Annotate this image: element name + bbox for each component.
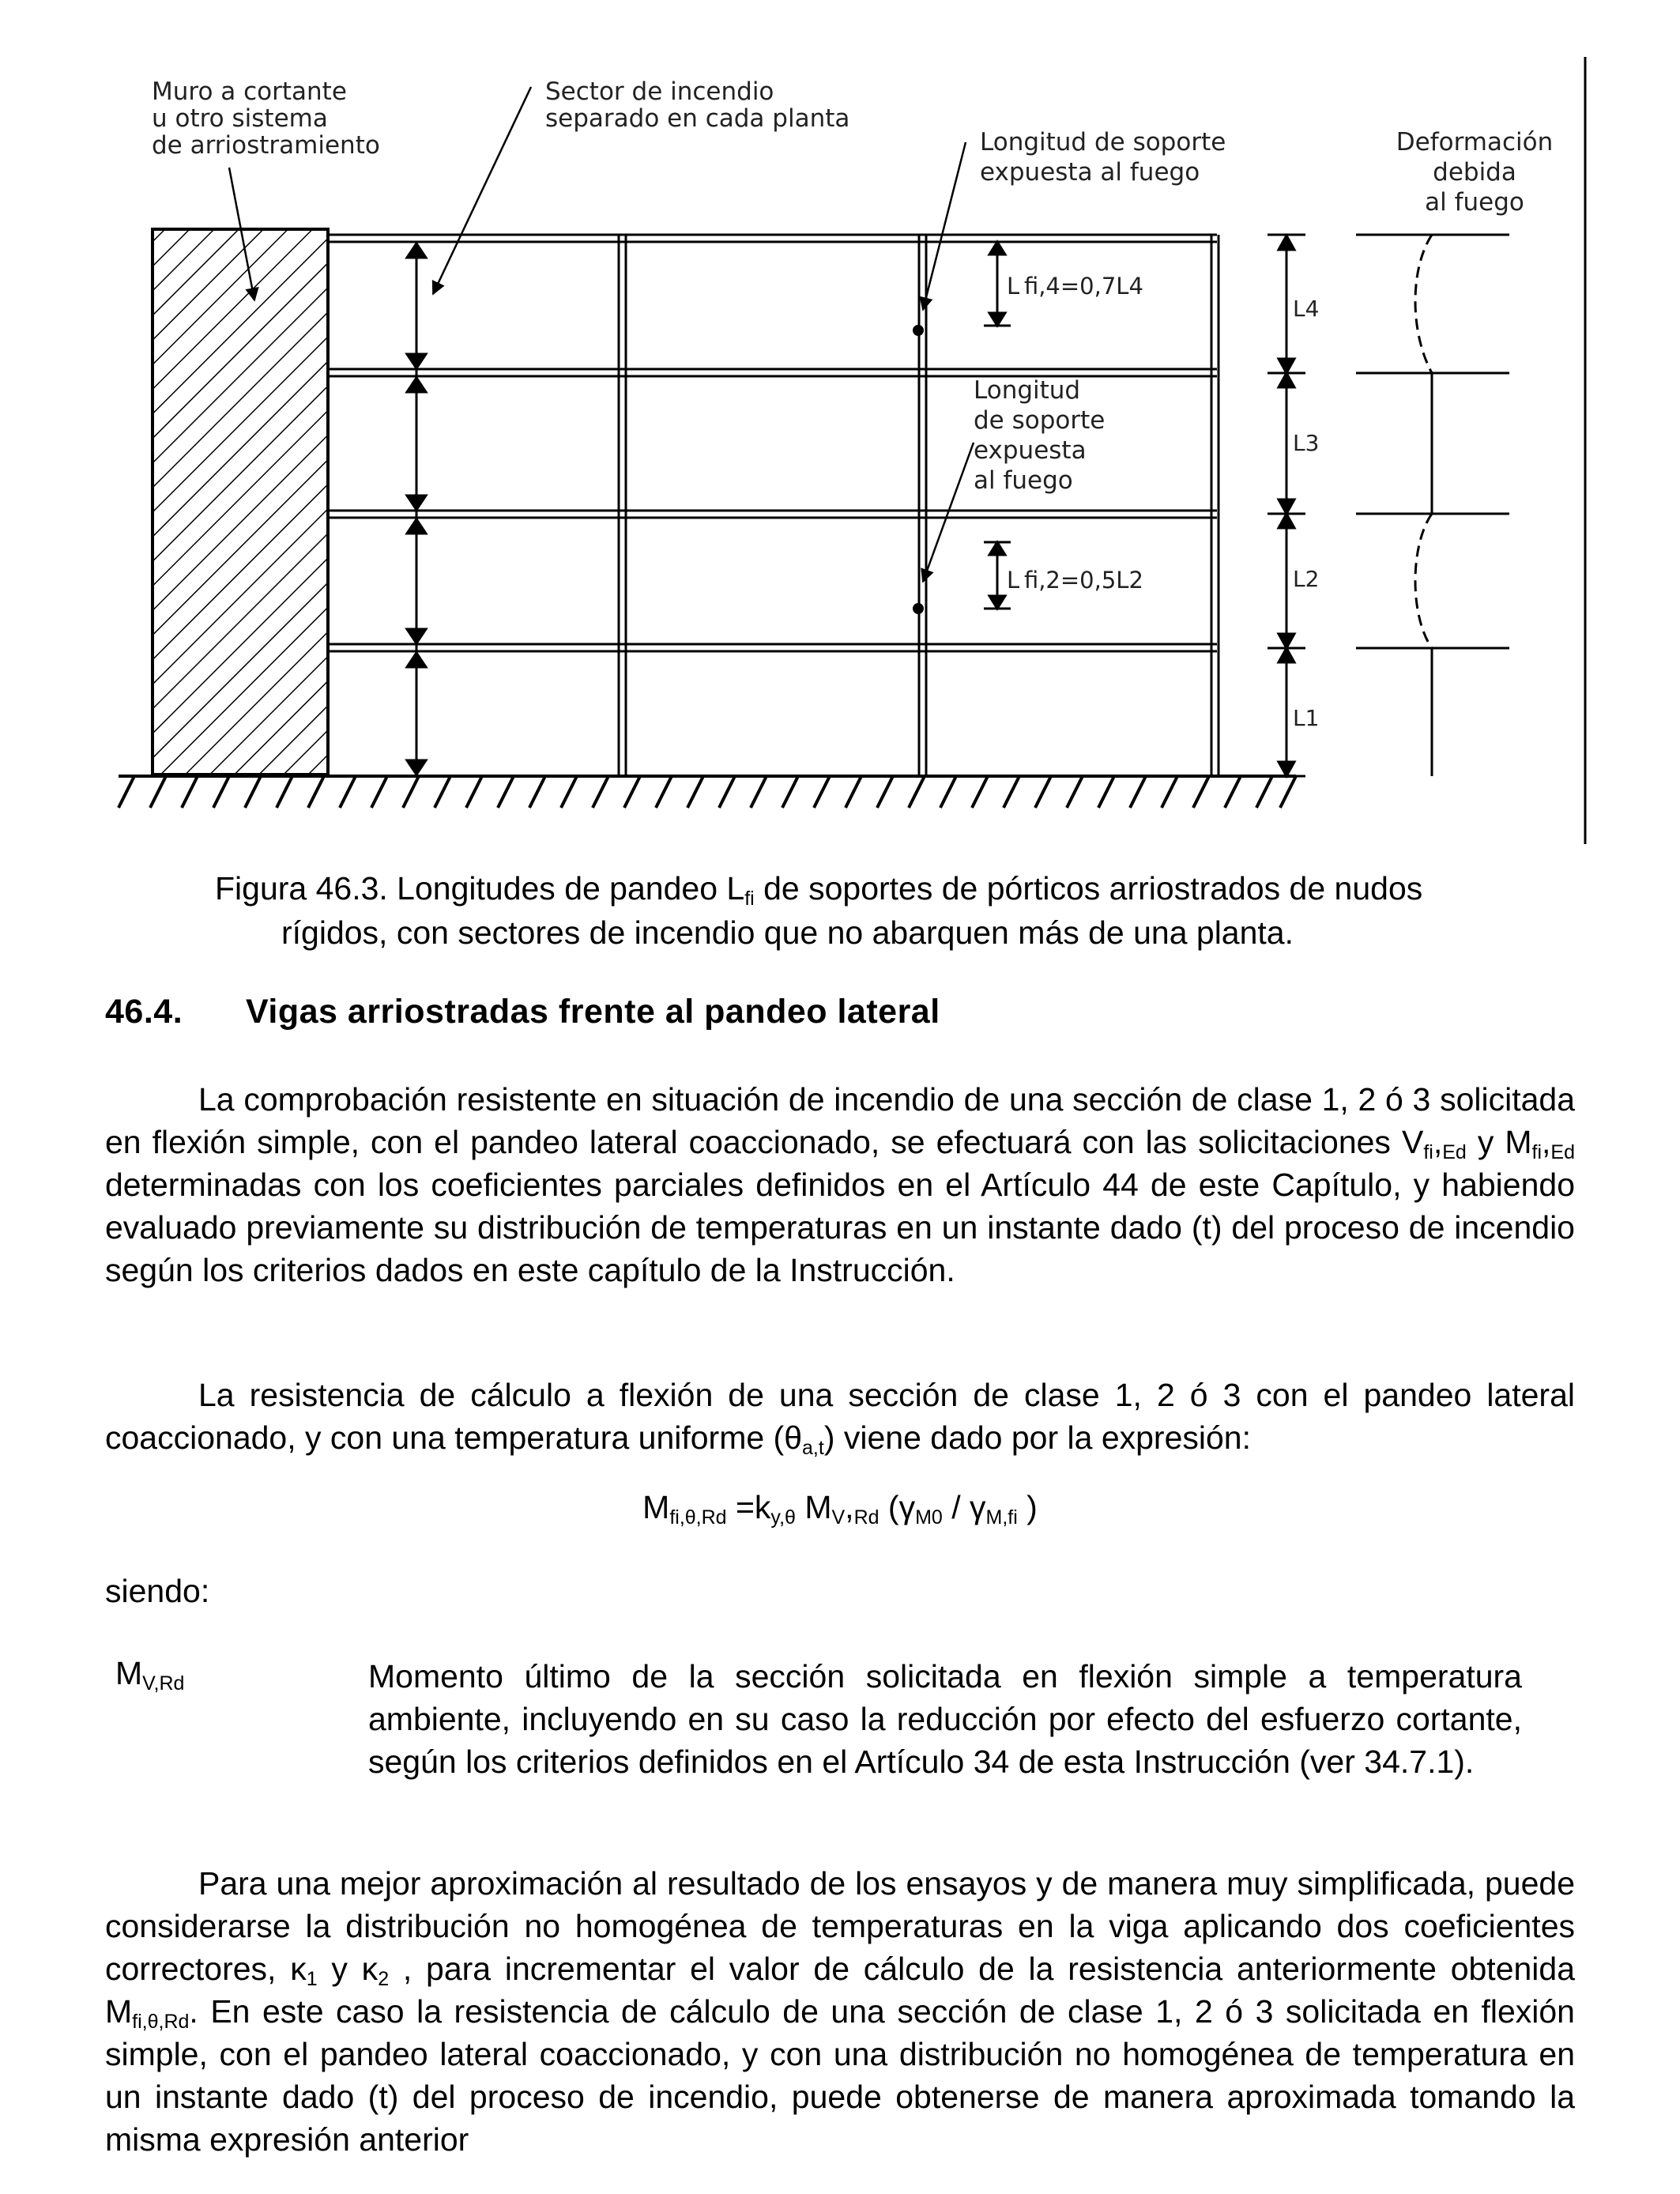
label-lfi2: L fi,2=0,5L2 <box>1007 567 1143 594</box>
f-m-sub: fi,θ,Rd <box>669 1506 727 1529</box>
section-title: Vigas arriostradas frente al pandeo lateral <box>246 993 940 1031</box>
label-deformacion-3: al fuego <box>1425 188 1524 217</box>
p1-text-2: , <box>1433 1124 1443 1160</box>
p3-sub-2: 2 <box>378 1968 390 1990</box>
label-longitud-mid-1: Longitud <box>974 376 1081 405</box>
p1-text-4: , <box>1542 1124 1551 1160</box>
shear-wall <box>153 229 328 775</box>
f-eq: =k <box>726 1489 771 1525</box>
siendo-label: siendo: <box>105 1573 210 1609</box>
p2-text-1: La resistencia de cálculo a flexión de una sección de clase 1, 2 ó 3 con el pandeo lateral coaccionado, y con una temperatura uniforme (θ <box>105 1377 1575 1456</box>
label-lfi4: L fi,4=0,7L4 <box>1007 273 1143 300</box>
braced-frame-figure <box>0 0 1680 854</box>
p1-text-3: y M <box>1466 1124 1532 1160</box>
f-mv: M <box>795 1489 832 1525</box>
label-longitud-top-2: expuesta al fuego <box>980 158 1200 187</box>
p2-sub-1: a,t <box>802 1437 824 1459</box>
def-sym: M <box>115 1655 143 1691</box>
label-deformacion-2: debida <box>1433 158 1516 187</box>
label-sector-1: Sector de incendio <box>545 77 774 106</box>
formula <box>0 1489 1680 1529</box>
label-l1: L1 <box>1293 705 1320 731</box>
label-l3: L3 <box>1293 430 1320 456</box>
leader-lines <box>229 87 974 582</box>
f-close: ) <box>1017 1489 1038 1525</box>
p1-sub-2: Ed <box>1442 1141 1467 1163</box>
label-muro-2: u otro sistema <box>152 104 328 133</box>
f-mv-sub: V <box>831 1506 846 1529</box>
p3-sub-3: fi,θ,Rd <box>132 2011 190 2033</box>
definition-text: Momento último de la sección solicitada en flexión simple a temperatura ambiente, incluyendo en su caso la reducción por efecto del esfuerzo cortante, según los criterios definidos en el Artículo 34 de esta Instrucción (ver 34.7.1). <box>368 1658 1522 1780</box>
definition-symbol <box>115 1655 185 1695</box>
label-l2: L2 <box>1293 566 1320 592</box>
label-muro-3: de arriostramiento <box>152 131 380 160</box>
f-m: M <box>642 1489 670 1525</box>
figure-labels <box>152 77 1553 731</box>
label-l4: L4 <box>1293 296 1320 322</box>
frame-columns <box>619 235 1219 776</box>
paragraph-2 <box>105 1374 1575 1459</box>
def-sym-sub: V,Rd <box>142 1672 185 1695</box>
p2-text-2: ) viene dado por la expresión: <box>823 1419 1251 1456</box>
p3-text-1: Para una mejor aproximación al resultado de los ensayos y de manera muy simplificada, puede considerarse la distribución no homogénea de temperaturas en la viga aplicando dos coeficientes correctores, κ <box>105 1865 1575 1987</box>
p3-text-2: y κ <box>317 1951 379 1987</box>
label-longitud-top-1: Longitud de soporte <box>980 128 1226 156</box>
f-g1-sub: M0 <box>915 1506 943 1529</box>
caption-line1-sub: fi <box>744 888 755 910</box>
label-muro-1: Muro a cortante <box>152 77 347 106</box>
f-k-sub: y,θ <box>770 1506 796 1529</box>
p1-sub-3: fi <box>1531 1141 1543 1163</box>
caption-line2: rígidos, con sectores de incendio que no abarquen más de una planta. <box>281 914 1294 951</box>
f-comma: , <box>845 1489 854 1525</box>
f-slash: / γ <box>942 1489 986 1525</box>
p1-text-5: determinadas con los coeficientes parciales definidos en el Artículo 44 de este Capítulo, y habiendo evaluado previamente su distribución de temperaturas en un instante dado (t) del proceso de incendio según los criterios dados en este capítulo de la Instrucción. <box>105 1167 1575 1288</box>
f-g2-sub: M,fi <box>985 1506 1018 1529</box>
f-mv-sub2: Rd <box>853 1506 880 1529</box>
p3-sub-1: 1 <box>306 1968 318 1990</box>
label-sector-2: separado en cada planta <box>545 104 850 133</box>
f-open: (γ <box>879 1489 916 1525</box>
p1-sub-1: fi <box>1423 1141 1433 1163</box>
label-longitud-mid-4: al fuego <box>974 466 1073 495</box>
label-longitud-mid-3: expuesta <box>974 436 1087 465</box>
caption-line1-b: de soportes de pórticos arriostrados de nudos <box>754 870 1423 907</box>
figure-caption <box>215 866 1574 955</box>
section-number: 46.4. <box>105 993 183 1031</box>
p3-text-3: , para incrementar el valor de cálculo de la resistencia anteriormente obtenida M <box>105 1951 1576 2030</box>
label-longitud-mid-2: de soporte <box>974 406 1106 435</box>
p1-text-1: La comprobación resistente en situación de incendio de una sección de clase 1, 2 ó 3 solicitada en flexión simple, con el pandeo lateral coaccionado, se efectuará con las solicitaciones V <box>105 1081 1575 1160</box>
paragraph-1 <box>105 1078 1575 1291</box>
section-heading <box>105 993 940 1031</box>
caption-line1-a: Figura 46.3. Longitudes de pandeo L <box>215 870 745 907</box>
label-deformacion-1: Deformación <box>1396 128 1554 156</box>
ground-line <box>119 776 1296 808</box>
p1-sub-4: Ed <box>1550 1141 1576 1163</box>
deformation-diagram <box>1356 235 1509 776</box>
paragraph-3 <box>105 1862 1575 2161</box>
p3-text-4: . En este caso la resistencia de cálculo de una sección de clase 1, 2 ó 3 solicitada en flexión simple, con el pandeo lateral coaccionado, y con una distribución no homogénea de temperatura en un instante dado (t) del proceso de incendio, puede obtenerse de manera aproximada tomando la misma expresión anterior <box>105 1993 1575 2158</box>
storey-height-arrows <box>407 243 426 775</box>
